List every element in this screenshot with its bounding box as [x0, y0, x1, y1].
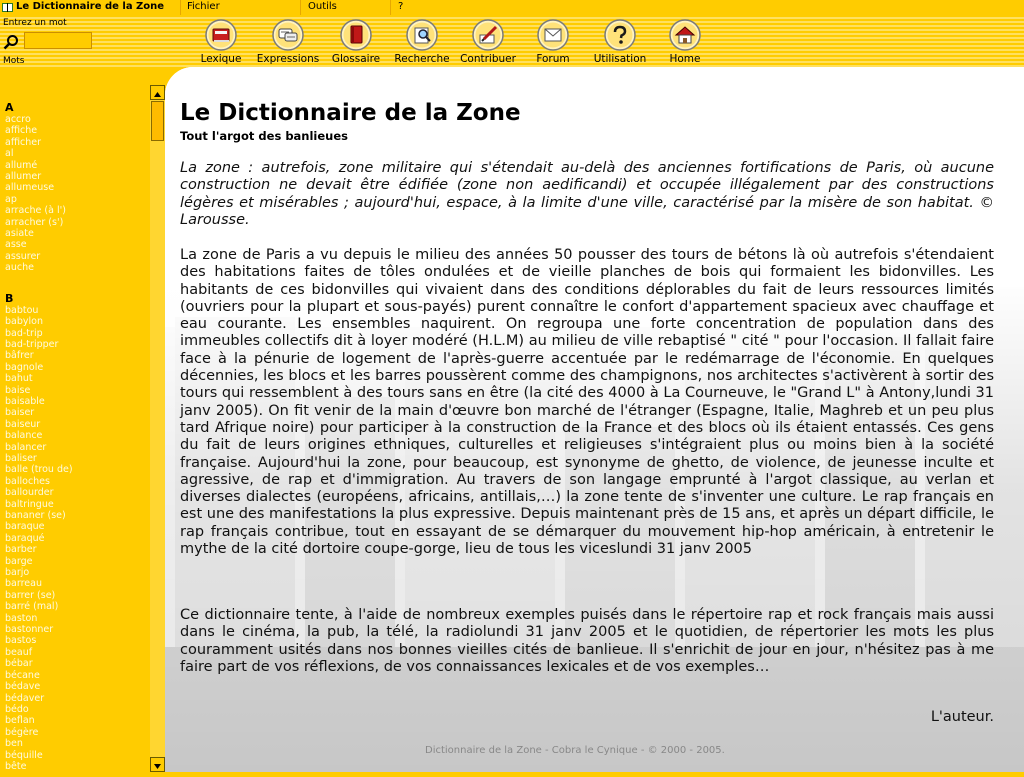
sidebar-word-link[interactable]: baltringue	[5, 498, 54, 510]
search-icon[interactable]	[3, 34, 19, 50]
menu-outils[interactable]: Outils	[308, 1, 337, 12]
sidebar-word-link[interactable]: barré (mal)	[5, 601, 59, 613]
sidebar-word-link[interactable]: allumé	[5, 159, 38, 171]
nav-label: Recherche	[394, 53, 450, 65]
sidebar-word-link[interactable]: bédaver	[5, 692, 45, 704]
sidebar-word-link[interactable]: asse	[5, 239, 27, 251]
sidebar-word-link[interactable]: baiser	[5, 407, 35, 419]
sidebar-word-link[interactable]: barreau	[5, 578, 42, 590]
scroll-thumb[interactable]	[151, 101, 164, 141]
sidebar-word-link[interactable]: barber	[5, 544, 37, 556]
red-book-icon	[340, 19, 372, 51]
sidebar-word-link[interactable]: babtou	[5, 304, 39, 316]
nav-label: Glossaire	[331, 53, 381, 65]
home-icon	[669, 19, 701, 51]
footer-copyright: © 2000 - 2005.	[647, 745, 725, 756]
sidebar-word-link[interactable]: barrer (se)	[5, 589, 56, 601]
sidebar-word-link[interactable]: ben	[5, 738, 23, 750]
sidebar-word-link[interactable]: bébar	[5, 658, 33, 670]
search-book-icon	[406, 19, 438, 51]
book-logo-icon	[2, 3, 13, 12]
sidebar-word-link[interactable]: ballourder	[5, 487, 54, 499]
sidebar-word-link[interactable]: baliser	[5, 452, 37, 464]
intro-paragraph: La zone de Paris a vu depuis le milieu des années 50 pousser des tours de bétons là où autrefois s'étendaient des habitations faites de tôles ondulées et de vieille planches de bois qui formaient les bidonvilles. Les habitants de ces bidonvilles qui vivaient dans des conditions déplorables du fait de leurs ressources limités (ouvriers pour la plupart et sous-payés) purent connaître le confort d'appartement spacieux avec chauffage et eau courante. Les ensembles naquirent. On regroupa une forte concentration de population dans des immeubles collectifs dit à loyer modéré (H.L.M) au milieu de ville rebaptisé " cité " pour l'occasion. Il fallait faire face à la pénurie de logement de l'après-guerre accentuée par le redémarrage de l'économie. En quelques décennies, les blocs et les barres poussèrent comme des champignons, nos architectes s'activèrent à sortir des tours qui ressemblent à des tours sans en être (la cité des 4000 à La Courneuve, le "Grand L" à Antony,lundi 31 janv 2005). On fit venir de la main d'œuvre bon marché de l'étranger (Espagne, Italie, Maghreb et un peu plus tard Afrique noire) pour participer à la construction de la France et des blocs où ils étaient entassés. Ces gens du fait de leurs origines ethniques, culturelles et religieuses s'intégraient plus ou moins bien à la société française. Aujourd'hui la zone, pour beaucoup, est synonyme de ghetto, de violence, de jeunesse inculte et agressive, de rap et d'immigration. Au travers de son langage emprunté à l'argot classique, au verlan et diverses dialectes (européens, africains, antillais,…) la zone tente de s'inventer une culture. Le rap français en est une des manifestations la plus expressive. Depuis maintenant près de 15 ans, et après un départ difficile, le rap français contribue, tout en essayant de se démarquer du mouvement hip-hop américain, à entretenir le mythe de la cité dortoire coupe-gorge, lieu de tous les viceslundi 31 janv 2005	[180, 247, 994, 558]
menu-separator	[180, 0, 181, 15]
footer-author-link[interactable]: Cobra le Cynique	[551, 745, 638, 756]
page-subtitle: Tout l'argot des banlieues	[180, 129, 349, 143]
sidebar-word-link[interactable]: afficher	[5, 136, 42, 148]
sidebar-word-link[interactable]: affiche	[5, 125, 38, 137]
arrow-up-icon	[151, 88, 164, 101]
nav-utilisation-button[interactable]	[591, 19, 649, 66]
sidebar-word-link[interactable]: bahut	[5, 373, 33, 385]
sidebar-word-link[interactable]: allumeuse	[5, 182, 55, 194]
menu-bar	[0, 0, 1024, 15]
sidebar-word-link[interactable]: bédo	[5, 703, 29, 715]
sidebar-word-link[interactable]: arrache (à l')	[5, 205, 66, 217]
sidebar-word-link[interactable]: bête	[5, 760, 27, 772]
search-label: Entrez un mot	[3, 18, 67, 28]
sidebar-word-link[interactable]: accro	[5, 114, 31, 125]
nav-forum-button[interactable]	[530, 19, 576, 66]
sidebar-word-link[interactable]: babylon	[5, 316, 43, 328]
sidebar-word-link[interactable]: bagnole	[5, 361, 44, 373]
sidebar-word-link[interactable]: balance	[5, 430, 43, 442]
larousse-quote: La zone : autrefois, zone militaire qui s'étendait au-delà des anciennes fortifications de Paris, où aucune construction ne devait être édifiée (zone non aedificandi) et occupée illégalement par des constructions légères et misérables ; aujourd'hui, espace, à la limite d'une ville, caractérisé par la misère de son habitat. © Larousse.	[180, 160, 994, 228]
sidebar-word-link[interactable]: balloches	[5, 475, 50, 487]
sidebar-word-link[interactable]: bananer (se)	[5, 510, 66, 521]
footer-site-link[interactable]: Dictionnaire de la Zone	[425, 745, 542, 756]
word-index-sidebar	[0, 67, 150, 772]
nav-expressions-button[interactable]	[254, 19, 322, 66]
footer-separator: -	[541, 745, 552, 756]
header-toolbar	[0, 15, 1024, 67]
pen-icon	[472, 19, 504, 51]
nav-lexique-button[interactable]	[198, 19, 244, 66]
sidebar-word-link[interactable]: baise	[5, 384, 31, 396]
sidebar-word-link[interactable]: bastos	[5, 635, 37, 647]
scroll-down-button[interactable]	[150, 757, 165, 772]
speech-icon	[272, 19, 304, 51]
nav-label: Lexique	[200, 53, 242, 65]
sidebar-word-link[interactable]: bad-trip	[5, 327, 43, 339]
nav-glossaire-button[interactable]	[328, 19, 384, 66]
book-icon	[205, 19, 237, 51]
word-list-a	[0, 114, 150, 274]
sidebar-word-link[interactable]: baisable	[5, 395, 45, 407]
sidebar-word-link[interactable]: bédave	[5, 681, 41, 693]
sidebar-word-link[interactable]: baston	[5, 612, 38, 624]
search-input[interactable]	[24, 32, 92, 49]
sidebar-word-link[interactable]: arracher (s')	[5, 216, 64, 228]
nav-contribuer-button[interactable]	[457, 19, 519, 66]
footer	[425, 745, 725, 756]
sidebar-word-link[interactable]: balancer	[5, 441, 47, 453]
sidebar-word-link[interactable]: allumer	[5, 171, 42, 183]
mots-label: Mots	[3, 56, 25, 66]
nav-label: Forum	[536, 53, 570, 65]
nav-home-button[interactable]	[664, 19, 706, 66]
menu-fichier[interactable]: Fichier	[187, 1, 220, 12]
sidebar-word-link[interactable]: bad-tripper	[5, 338, 59, 350]
sidebar-word-link[interactable]: bastonner	[5, 624, 54, 636]
help-icon	[604, 19, 636, 51]
letter-heading-a: A	[5, 101, 14, 114]
scroll-up-button[interactable]	[150, 85, 165, 100]
sidebar-word-link[interactable]: beauf	[5, 646, 33, 658]
nav-label: Contribuer	[460, 53, 516, 65]
sidebar-word-link[interactable]: auche	[5, 262, 34, 274]
sidebar-word-link[interactable]: béquille	[5, 749, 43, 761]
letter-icon	[537, 19, 569, 51]
word-list-b	[0, 305, 150, 772]
nav-label: Utilisation	[593, 53, 647, 65]
sidebar-word-link[interactable]: bécane	[5, 669, 40, 681]
sidebar-word-link[interactable]: balle (trou de)	[5, 464, 73, 476]
sidebar-word-link[interactable]: baiseur	[5, 418, 41, 430]
sidebar-word-link[interactable]: baraqué	[5, 532, 45, 544]
sidebar-scrollbar[interactable]	[150, 85, 165, 772]
author-signature: L'auteur.	[930, 709, 994, 725]
menu-separator	[390, 0, 391, 15]
sidebar-word-link[interactable]: bégère	[5, 726, 39, 738]
page-title: Le Dictionnaire de la Zone	[180, 100, 521, 126]
menu-help[interactable]: ?	[398, 1, 404, 12]
sidebar-word-link[interactable]: ap	[5, 193, 17, 205]
sidebar-word-link[interactable]: al	[5, 148, 14, 160]
main-content	[165, 67, 1024, 772]
app-title: Le Dictionnaire de la Zone	[16, 1, 165, 12]
sidebar-word-link[interactable]: baraque	[5, 521, 45, 533]
sidebar-word-link[interactable]: beflan	[5, 715, 35, 727]
nav-label: Home	[669, 53, 701, 65]
dictionary-paragraph: Ce dictionnaire tente, à l'aide de nombreux exemples puisés dans le répertoire rap et rock français mais aussi dans le cinéma, la pub, la télé, la radiolundi 31 janv 2005 et le quotidien, de répertorier les mots les plus couramment usités dans nos bonnes vieilles cités de banlieue. Il s'enrichit de jour en jour, n'hésitez pas à me faire part de vos réflexions, de vos connaissances lexicales et de vos exemples…	[180, 607, 994, 675]
arrow-down-icon	[151, 760, 164, 773]
sidebar-word-link[interactable]: barjo	[5, 567, 30, 579]
sidebar-word-link[interactable]: bâfrer	[5, 350, 34, 362]
sidebar-word-link[interactable]: barge	[5, 555, 33, 567]
letter-heading-b: B	[5, 291, 14, 305]
nav-label: Expressions	[256, 53, 320, 65]
nav-recherche-button[interactable]	[391, 19, 453, 66]
sidebar-word-link[interactable]: asiate	[5, 228, 34, 240]
menu-separator	[300, 0, 301, 15]
sidebar-word-link[interactable]: assurer	[5, 250, 41, 262]
footer-separator: -	[637, 745, 648, 756]
